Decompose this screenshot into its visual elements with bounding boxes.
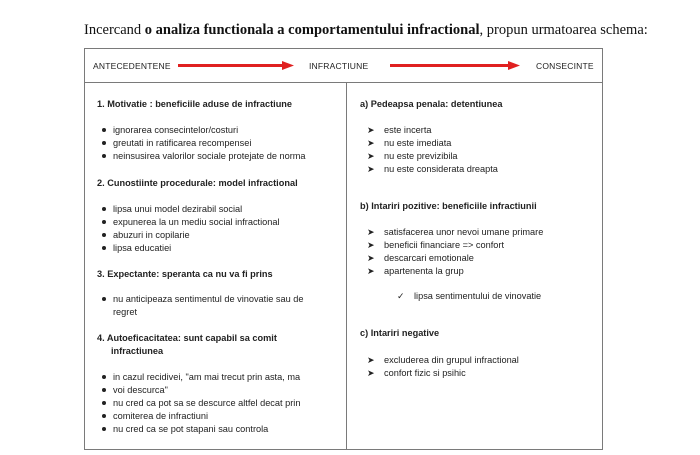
list-item: abuzuri in copilarie	[113, 230, 190, 240]
intro-bold: o analiza functionala a comportamentului infractional	[144, 22, 480, 38]
intro-prefix: Incercand	[84, 22, 145, 38]
bullet-icon	[102, 154, 106, 158]
checkmark-icon: ✓	[397, 291, 405, 301]
header-consecinte: CONSECINTE	[536, 61, 594, 71]
list-item: nu este imediata	[384, 138, 452, 148]
list-item: in cazul recidivei, "am mai trecut prin asta, ma	[113, 372, 301, 382]
section-title-expectante: 3. Expectante: speranta ca nu va fi prins	[97, 269, 273, 279]
list-item: nu cred ca se pot stapani sau controla	[113, 424, 269, 434]
bullet-icon	[102, 388, 106, 392]
list-item: nu este previzibila	[384, 151, 458, 161]
header-infractiune: INFRACTIUNE	[309, 61, 369, 71]
list-item: expunerea la un mediu social infractional	[113, 217, 280, 227]
header-antecedente: ANTECEDENTENE	[93, 61, 171, 71]
schema-header	[85, 49, 602, 83]
list-item: confort fizic si psihic	[384, 368, 466, 378]
list-item: nu cred ca pot sa se descurce altfel decat prin	[113, 398, 301, 408]
section-title-continuation: infractiunea	[111, 346, 164, 356]
bullet-icon	[102, 401, 106, 405]
bullet-icon	[102, 246, 106, 250]
list-item: ignorarea consecintelor/costuri	[113, 125, 239, 135]
list-item: nu este considerata dreapta	[384, 164, 498, 174]
intro-sentence	[84, 22, 684, 39]
bullet-icon	[102, 141, 106, 145]
antecedente-column	[85, 83, 347, 449]
arrowhead-bullet-icon: ➤	[367, 266, 375, 276]
list-item: comiterea de infractiuni	[113, 411, 208, 421]
arrowhead-bullet-icon: ➤	[367, 138, 375, 148]
bullet-icon	[102, 128, 106, 132]
arrowhead-bullet-icon: ➤	[367, 151, 375, 161]
bullet-icon	[102, 375, 106, 379]
list-item: nu anticipeaza sentimentul de vinovatie sau de	[113, 294, 304, 304]
list-item: excluderea din grupul infractional	[384, 355, 519, 365]
arrowhead-bullet-icon: ➤	[367, 355, 375, 365]
bullet-icon	[102, 297, 106, 301]
arrowhead-bullet-icon: ➤	[367, 368, 375, 378]
list-item: descarcari emotionale	[384, 253, 474, 263]
section-title-autoeficacitatea: 4. Autoeficacitatea: sunt capabil sa comit	[97, 333, 277, 343]
intro-suffix: , propun urmatoarea schema:	[479, 22, 648, 38]
section-title-intariri-negative: c) Intariri negative	[360, 328, 440, 338]
consecinte-column	[347, 83, 602, 449]
section-title-motivatie: 1. Motivatie : beneficiile aduse de infractiune	[97, 99, 293, 109]
bullet-icon	[102, 207, 106, 211]
list-item: neinsusirea valorilor sociale protejate de norma	[113, 151, 306, 161]
arrowhead-bullet-icon: ➤	[367, 240, 375, 250]
list-item: lipsa unui model dezirabil social	[113, 204, 243, 214]
arrowhead-bullet-icon: ➤	[367, 164, 375, 174]
list-item: beneficii financiare => confort	[384, 240, 505, 250]
list-item: satisfacerea unor nevoi umane primare	[384, 227, 544, 237]
bullet-icon	[102, 220, 106, 224]
schema-box	[84, 48, 603, 450]
bullet-icon	[102, 233, 106, 237]
bullet-icon	[102, 414, 106, 418]
section-title-cunostiinte: 2. Cunostiinte procedurale: model infractional	[97, 178, 298, 188]
arrow-right-icon	[390, 61, 520, 70]
arrowhead-bullet-icon: ➤	[367, 253, 375, 263]
list-item: este incerta	[384, 125, 432, 135]
section-title-pedeapsa: a) Pedeapsa penala: detentiunea	[360, 99, 503, 109]
list-item: lipsa sentimentului de vinovatie	[414, 291, 542, 301]
arrow-right-icon	[178, 61, 294, 70]
list-item: apartenenta la grup	[384, 266, 464, 276]
list-item-continuation: voi descurca"	[113, 385, 168, 395]
arrowhead-bullet-icon: ➤	[367, 227, 375, 237]
bullet-icon	[102, 427, 106, 431]
list-item: lipsa educatiei	[113, 243, 172, 253]
list-item: greutati in ratificarea recompensei	[113, 138, 252, 148]
arrowhead-bullet-icon: ➤	[367, 125, 375, 135]
section-title-intariri-pozitive: b) Intariri pozitive: beneficiile infractiunii	[360, 201, 537, 211]
list-item-continuation: regret	[113, 307, 138, 317]
